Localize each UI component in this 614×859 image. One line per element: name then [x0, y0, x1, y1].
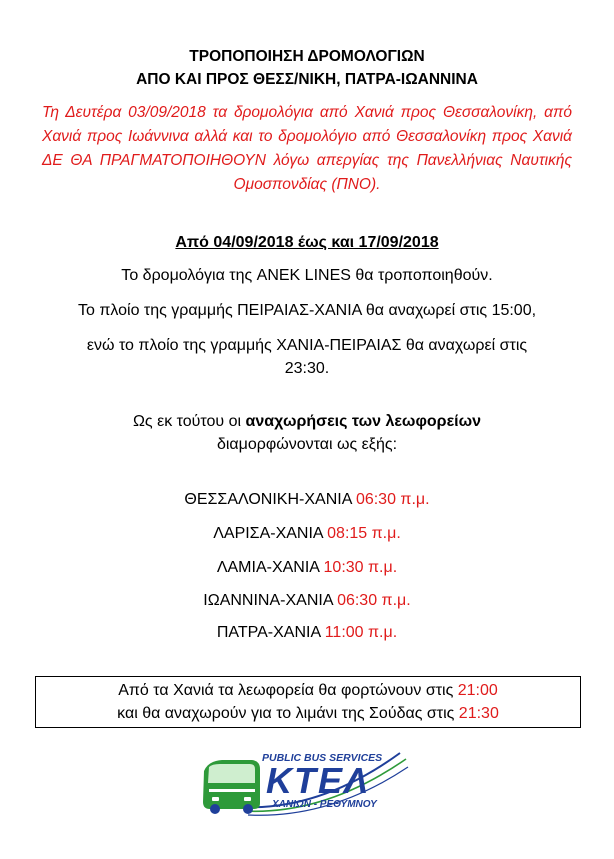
info-line-1: Το δρομολόγια της ANEK LINES θα τροποποιηθούν.	[121, 267, 493, 284]
loading-time: 21:00	[457, 682, 498, 699]
route-row	[0, 523, 614, 545]
route-time: 10:30 π.μ.	[323, 559, 398, 576]
route-row	[0, 557, 614, 579]
info-line-3: ενώ το πλοίο της γραμμής ΧΑΝΙΑ-ΠΕΙΡΑΙΑΣ θα αναχωρεί στις	[86, 337, 528, 354]
info-line-4: 23:30.	[284, 360, 330, 377]
loading-notice-box	[35, 676, 581, 728]
logo-brand: ΚΤΕΛ	[266, 760, 371, 801]
route-name: ΘΕΣΣΑΛΟΝΙΚΗ-ΧΑΝΙΑ	[184, 491, 352, 508]
info-line-2: Το πλοίο της γραμμής ΠΕΙΡΑΙΑΣ-ΧΑΝΙΑ θα αναχωρεί στις 15:00,	[77, 302, 537, 319]
departures-intro-prefix: Ως εκ τούτου οι	[132, 413, 246, 430]
cancellation-notice: Τη Δευτέρα 03/09/2018 τα δρομολόγια από Χανιά προς Θεσσαλονίκη, από Χανιά προς Ιωάννινα αλλά και το δρομολόγιο από Θεσσαλονίκη προς Χανιά ΔΕ ΘΑ ΠΡΑΓΜΑΤΟΠΟΙΗΘΟΥΝ λόγω απεργίας της Πανελλήνιας Ναυτικής Ομοσπονδίας (ΠΝΟ).	[42, 104, 572, 193]
departures-intro-bold: αναχωρήσεις των λεωφορείων	[245, 413, 482, 430]
departures-intro	[0, 410, 614, 434]
loading-text: Από τα Χανιά τα λεωφορεία θα φορτώνουν στις	[118, 682, 458, 699]
route-time: 06:30 π.μ.	[337, 592, 411, 609]
route-time: 11:00 π.μ.	[324, 624, 398, 641]
loading-notice-line-2	[36, 702, 580, 725]
ktel-logo	[200, 745, 410, 825]
loading-notice-line-1	[36, 679, 580, 702]
route-time: 06:30 π.μ.	[355, 491, 430, 508]
title-line-2: ΑΠΟ ΚΑΙ ΠΡΟΣ ΘΕΣΣ/ΝΙΚΗ, ΠΑΤΡΑ-ΙΩΑΝΝΙΝΑ	[136, 71, 478, 88]
bus-icon	[203, 760, 260, 814]
logo-tagline: PUBLIC BUS SERVICES	[262, 752, 383, 764]
route-row	[0, 489, 614, 511]
route-name: ΠΑΤΡΑ-ΧΑΝΙΑ	[216, 624, 321, 641]
route-time: 08:15 π.μ.	[327, 525, 401, 542]
title-line-1: ΤΡΟΠΟΠΟΙΗΣΗ ΔΡΟΜΟΛΟΓΙΩΝ	[189, 48, 425, 65]
departure-text: και θα αναχωρούν για το λιμάνι της Σούδας στις	[117, 705, 459, 722]
route-name: ΙΩΑΝΝΙΝΑ-ΧΑΝΙΑ	[203, 592, 333, 609]
route-row	[0, 590, 614, 612]
route-name: ΛΑΜΙΑ-ΧΑΝΙΑ	[216, 559, 320, 576]
period-heading: Από 04/09/2018 έως και 17/09/2018	[175, 234, 439, 251]
departures-intro-line-2: διαμορφώνονται ως εξής:	[216, 436, 398, 453]
route-row	[0, 622, 614, 644]
route-name: ΛΑΡΙΣΑ-ΧΑΝΙΑ	[213, 525, 323, 542]
departure-time: 21:30	[458, 705, 499, 722]
logo-region: ΧΑΝΙΩΝ - ΡΕΘΥΜΝΟΥ	[272, 799, 377, 810]
